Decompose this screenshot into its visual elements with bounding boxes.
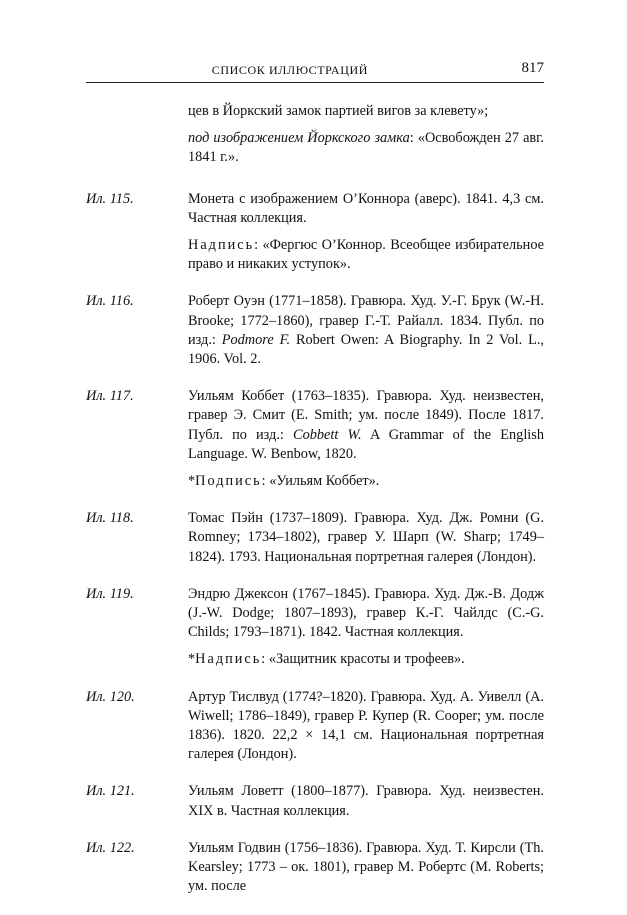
list-item xyxy=(86,585,544,670)
list-item xyxy=(86,688,544,765)
running-head xyxy=(86,60,544,83)
list-item xyxy=(86,387,544,491)
item-description: Томас Пэйн (1737–1809). Гравюра. Худ. Дж. Ромни (G. Romney; 1734–1802), гравер У. Шарп (W. Sharp; 1749–1824). 1793. Национальная портретная галерея (Лондон). xyxy=(188,510,544,565)
list-item-continuation xyxy=(86,102,544,168)
inscription-text: : «Уильям Коббет». xyxy=(261,473,380,490)
item-label xyxy=(86,102,188,168)
item-description: Эндрю Джексон (1767–1845). Гравюра. Худ. Дж.-В. Додж (J.-W. Dodge; 1807–1893), гравер К.-Г. Чайлдс (C.-G. Childs; 1793–1871). 1842. Частная коллекция. xyxy=(188,585,544,641)
item-label: Ил. 115. xyxy=(86,190,134,207)
inscription-label: Надпись xyxy=(188,237,255,254)
inscription-text: : «Освобожден 27 авг. 1841 г.». xyxy=(188,130,544,166)
inscription-text: : «Фергюс О’Коннор. Всеобщее избирательное право и никаких уступок». xyxy=(188,237,544,273)
inscription-location: под изображением Йоркского замка xyxy=(188,130,410,147)
item-label: Ил. 116. xyxy=(86,293,134,310)
inscription-label: Подпись xyxy=(195,473,262,490)
item-label: Ил. 119. xyxy=(86,585,134,602)
item-description: Монета с изображением О’Коннора (аверс). 1841. 4,3 см. Частная коллекция. xyxy=(188,190,544,226)
asterisk-mark: * xyxy=(188,651,196,668)
item-label: Ил. 121. xyxy=(86,783,135,800)
item-label: Ил. 118. xyxy=(86,510,134,527)
description-text: Роберт Оуэн (1771–1858). Гравюра. Худ. У.-Г. Брук (W.-H. Brooke; 1772–1860), гравер Г.-Т. Райалл. 1834. Публ. по изд.: xyxy=(188,293,544,348)
item-content xyxy=(188,387,544,491)
item-content xyxy=(188,688,544,765)
author-ref: Cobbett W. xyxy=(293,426,362,443)
inscription-label: Надпись xyxy=(195,651,262,668)
item-content xyxy=(188,782,544,820)
running-head-title: СПИСОК ИЛЛЮСТРАЦИЙ xyxy=(211,63,368,77)
item-inscription xyxy=(188,650,544,669)
continuation-line: цев в Йоркский замок партией вигов за клевету»; xyxy=(188,103,489,119)
item-description: Уильям Ловетт (1800–1877). Гравюра. Худ. неизвестен. XIX в. Частная коллекция. xyxy=(188,783,544,819)
description-text: Robert Owen: A Biography. In 2 Vol. L., 1906. Vol. 2. xyxy=(188,331,544,368)
item-label: Ил. 120. xyxy=(86,688,135,705)
inscription-text: : «Защитник красоты и трофеев». xyxy=(261,651,465,668)
item-content xyxy=(188,509,544,567)
description-text: Уильям Коббет (1763–1835). Гравюра. Худ. неизвестен, гравер Э. Смит (E. Smith; ум. после 1849). После 1817. Публ. по изд.: xyxy=(188,388,544,443)
item-label: Ил. 117. xyxy=(86,388,134,405)
item-label: Ил. 122. xyxy=(86,839,135,856)
item-inscription xyxy=(188,236,544,274)
list-item xyxy=(86,839,544,897)
item-description: Уильям Годвин (1756–1836). Гравюра. Худ. Т. Кирсли (Th. Kearsley; 1773 – ок. 1801), гравер М. Робертс (M. Roberts; ум. после xyxy=(188,839,544,895)
item-content xyxy=(188,839,544,897)
author-ref: Podmore F. xyxy=(221,331,291,348)
item-description xyxy=(188,387,544,464)
list-item xyxy=(86,190,544,275)
item-content xyxy=(188,102,544,168)
list-item xyxy=(86,292,544,369)
item-content xyxy=(188,190,544,275)
page-number: 817 xyxy=(521,60,544,76)
list-item xyxy=(86,782,544,820)
item-description xyxy=(188,292,544,369)
continuation-inscription xyxy=(188,129,544,167)
illustration-list xyxy=(86,102,544,915)
item-inscription xyxy=(188,472,544,491)
item-content xyxy=(188,292,544,369)
item-content xyxy=(188,585,544,670)
asterisk-mark: * xyxy=(188,473,196,490)
list-item xyxy=(86,509,544,567)
description-text: A Grammar of the English Language. W. Benbow, 1820. xyxy=(188,426,544,462)
item-description: Артур Тислвуд (1774?–1820). Гравюра. Худ. А. Уивелл (A. Wiwell; 1786–1849), гравер Р. Купер (R. Cooper; ум. после 1836). 1820. 22,2 × 14,1 см. Национальная портретная галерея (Лондон). xyxy=(188,688,544,763)
